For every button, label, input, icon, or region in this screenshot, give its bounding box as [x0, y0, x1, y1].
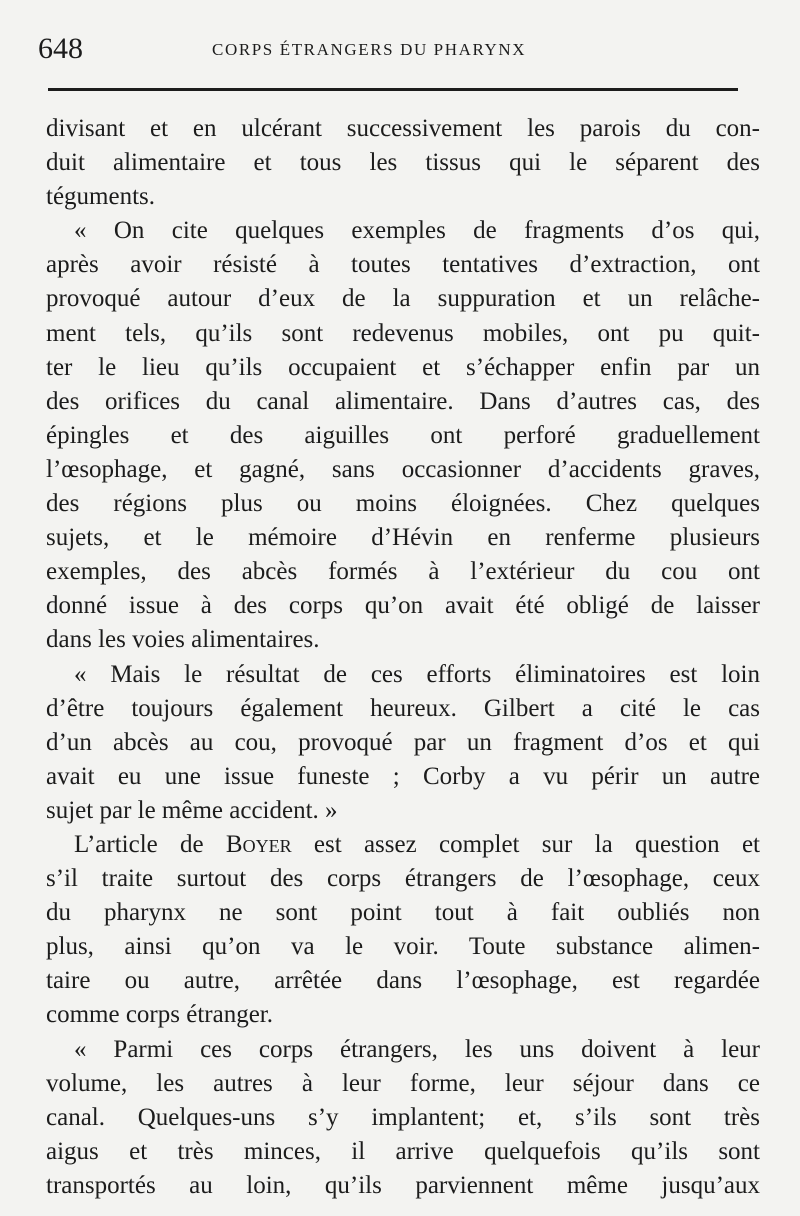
text-line: après avoir résisté à toutes tentatives d’extraction, ont [46, 251, 760, 279]
text-line: des régions plus ou moins éloignées. Chez quelques [46, 490, 760, 518]
text-line: divisant et en ulcérant successivement les parois du con- [46, 115, 760, 142]
text-line: plus, ainsi qu’on va le voir. Toute substance alimen- [46, 933, 760, 961]
text-line: « Mais le résultat de ces efforts éliminatoires est loin [74, 660, 760, 688]
running-head: CORPS ÉTRANGERS DU PHARYNX [212, 40, 527, 59]
text-line: des orifices du canal alimentaire. Dans d’autres cas, des [46, 387, 760, 415]
text-line: canal. Quelques-uns s’y implantent; et, s’ils sont très [46, 1103, 760, 1131]
text-line: dans les voies alimentaires. [46, 626, 320, 654]
text-line: « On cite quelques exemples de fragments d’os qui, [74, 217, 760, 245]
header-rule [48, 88, 738, 91]
text-line: provoqué autour d’eux de la suppuration et un relâche- [46, 285, 760, 313]
text-line: volume, les autres à leur forme, leur séjour dans ce [46, 1069, 760, 1097]
text-line: comme corps étranger. [46, 1001, 273, 1029]
text-line: l’œsophage, et gagné, sans occasionner d’accidents graves, [46, 455, 760, 483]
text-line: ment tels, qu’ils sont redevenus mobiles, ont pu quit- [46, 319, 760, 347]
body-text [46, 112, 760, 1203]
text-line: d’être toujours également heureux. Gilbert a cité le cas [46, 694, 760, 722]
text-line: L’article de Boyer est assez complet sur la question et [74, 830, 760, 858]
text-line: taire ou autre, arrêtée dans l’œsophage, est regardée [46, 967, 760, 995]
text-line: transportés au loin, qu’ils parviennent même jusqu’aux [46, 1171, 760, 1199]
text-line: épingles et des aiguilles ont perforé graduellement [46, 421, 760, 449]
text-line: ter le lieu qu’ils occupaient et s’échapper enfin par un [46, 353, 760, 381]
text-line: donné issue à des corps qu’on avait été obligé de laisser [46, 592, 760, 620]
text-line: du pharynx ne sont point tout à fait oubliés non [46, 899, 760, 927]
author-name-smallcaps: Boyer [225, 830, 292, 858]
page-header [38, 28, 758, 68]
text-line: s’il traite surtout des corps étrangers de l’œsophage, ceux [46, 865, 760, 893]
text-line: téguments. [46, 183, 156, 211]
text-line: aigus et très minces, il arrive quelquefois qu’ils sont [46, 1137, 760, 1165]
page-number: 648 [38, 32, 83, 65]
text-line: exemples, des abcès formés à l’extérieur du cou ont [46, 558, 760, 586]
text-line: duit alimentaire et tous les tissus qui le séparent des [46, 149, 760, 177]
text-line: sujet par le même accident. » [46, 796, 338, 824]
text-line: avait eu une issue funeste ; Corby a vu périr un autre [46, 762, 760, 790]
text-line: sujets, et le mémoire d’Hévin en renferme plusieurs [46, 524, 760, 552]
text-line: « Parmi ces corps étrangers, les uns doivent à leur [74, 1035, 760, 1063]
text-line: d’un abcès au cou, provoqué par un fragment d’os et qui [46, 728, 760, 756]
